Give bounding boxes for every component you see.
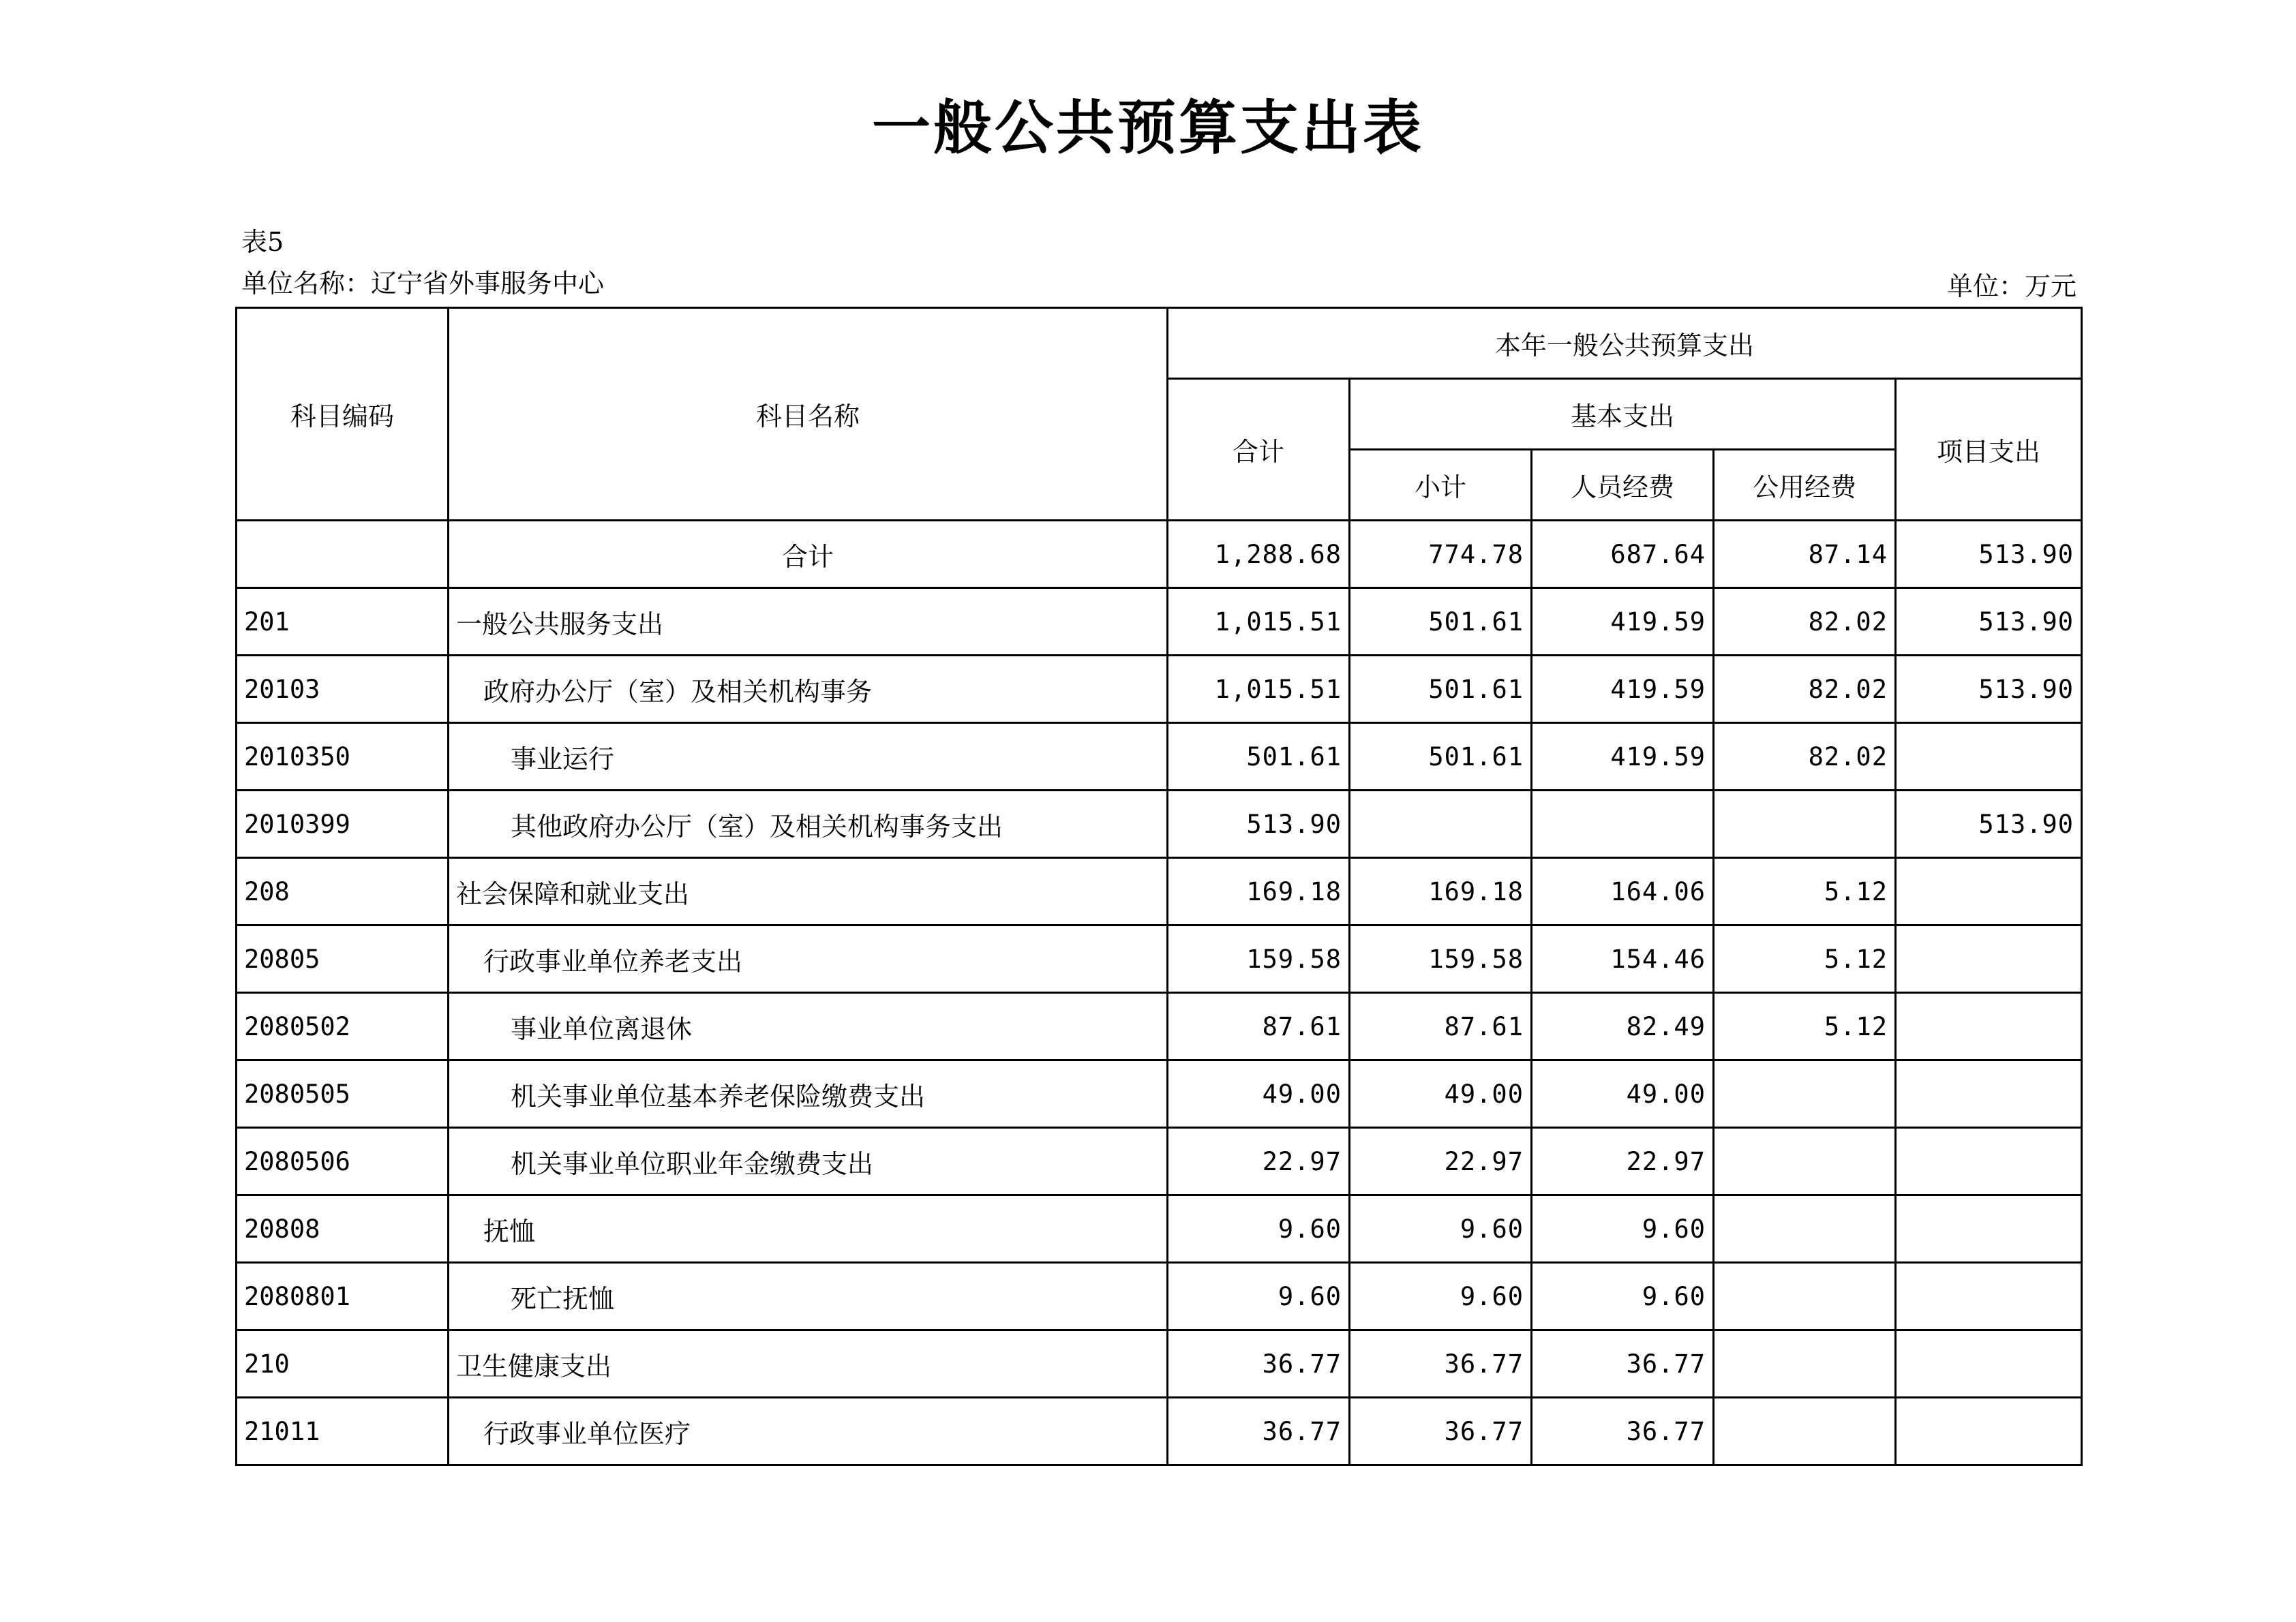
- organization-name: 单位名称：辽宁省外事服务中心: [241, 269, 605, 299]
- cell-total: 1,288.68: [1168, 521, 1350, 588]
- cell-project: [1896, 1128, 2082, 1195]
- cell-project: 513.90: [1896, 521, 2082, 588]
- cell-public: [1714, 1195, 1896, 1263]
- cell-name: 合计: [449, 521, 1168, 588]
- cell-project: [1896, 925, 2082, 993]
- cell-name: 一般公共服务支出: [449, 588, 1168, 656]
- cell-subtotal: 9.60: [1350, 1263, 1532, 1330]
- cell-name: 行政事业单位养老支出: [449, 925, 1168, 993]
- cell-code: 2010399: [237, 791, 449, 858]
- cell-project: [1896, 1195, 2082, 1263]
- cell-personnel: [1532, 791, 1714, 858]
- cell-project: [1896, 993, 2082, 1060]
- cell-public: [1714, 1330, 1896, 1398]
- cell-name: 卫生健康支出: [449, 1330, 1168, 1398]
- cell-total: 9.60: [1168, 1195, 1350, 1263]
- cell-total: 36.77: [1168, 1398, 1350, 1465]
- header-group: 本年一般公共预算支出: [1168, 308, 2082, 379]
- page-title: 一般公共预算支出表: [872, 94, 1424, 162]
- table-row: [237, 588, 2082, 656]
- cell-public: 82.02: [1714, 588, 1896, 656]
- cell-personnel: 154.46: [1532, 925, 1714, 993]
- cell-code: 21011: [237, 1398, 449, 1465]
- table-row: [237, 925, 2082, 993]
- cell-name: 其他政府办公厅（室）及相关机构事务支出: [449, 791, 1168, 858]
- cell-total: 87.61: [1168, 993, 1350, 1060]
- table-number: 表5: [241, 227, 284, 257]
- cell-personnel: 22.97: [1532, 1128, 1714, 1195]
- cell-name: 事业单位离退休: [449, 993, 1168, 1060]
- cell-project: [1896, 1060, 2082, 1128]
- cell-subtotal: 36.77: [1350, 1398, 1532, 1465]
- cell-code: [237, 521, 449, 588]
- cell-subtotal: 87.61: [1350, 993, 1532, 1060]
- header-basic: 基本支出: [1350, 379, 1896, 450]
- cell-public: 82.02: [1714, 723, 1896, 791]
- cell-code: 201: [237, 588, 449, 656]
- cell-code: 2010350: [237, 723, 449, 791]
- cell-subtotal: 159.58: [1350, 925, 1532, 993]
- cell-name: 死亡抚恤: [449, 1263, 1168, 1330]
- cell-subtotal: 49.00: [1350, 1060, 1532, 1128]
- cell-public: 5.12: [1714, 858, 1896, 925]
- table-row: [237, 1330, 2082, 1398]
- cell-personnel: 9.60: [1532, 1195, 1714, 1263]
- cell-total: 22.97: [1168, 1128, 1350, 1195]
- cell-total: 9.60: [1168, 1263, 1350, 1330]
- cell-public: 87.14: [1714, 521, 1896, 588]
- header-personnel: 人员经费: [1532, 450, 1714, 521]
- cell-code: 210: [237, 1330, 449, 1398]
- cell-subtotal: 501.61: [1350, 588, 1532, 656]
- cell-code: 2080502: [237, 993, 449, 1060]
- cell-code: 2080506: [237, 1128, 449, 1195]
- cell-code: 20103: [237, 656, 449, 723]
- cell-personnel: 419.59: [1532, 723, 1714, 791]
- table-row-total: [237, 521, 2082, 588]
- header-project: 项目支出: [1896, 379, 2082, 521]
- cell-project: [1896, 723, 2082, 791]
- cell-subtotal: 501.61: [1350, 723, 1532, 791]
- table-row: [237, 1060, 2082, 1128]
- cell-total: 1,015.51: [1168, 588, 1350, 656]
- cell-total: 49.00: [1168, 1060, 1350, 1128]
- cell-total: 159.58: [1168, 925, 1350, 993]
- cell-code: 2080505: [237, 1060, 449, 1128]
- cell-name: 社会保障和就业支出: [449, 858, 1168, 925]
- cell-subtotal: 501.61: [1350, 656, 1532, 723]
- cell-name: 机关事业单位基本养老保险缴费支出: [449, 1060, 1168, 1128]
- cell-personnel: 36.77: [1532, 1330, 1714, 1398]
- cell-personnel: 49.00: [1532, 1060, 1714, 1128]
- cell-personnel: 687.64: [1532, 521, 1714, 588]
- cell-project: [1896, 858, 2082, 925]
- cell-subtotal: 169.18: [1350, 858, 1532, 925]
- cell-code: 20808: [237, 1195, 449, 1263]
- cell-subtotal: 36.77: [1350, 1330, 1532, 1398]
- cell-total: 513.90: [1168, 791, 1350, 858]
- cell-project: 513.90: [1896, 656, 2082, 723]
- unit-label: 单位：万元: [1946, 271, 2076, 301]
- cell-project: 513.90: [1896, 791, 2082, 858]
- cell-public: [1714, 1060, 1896, 1128]
- cell-public: [1714, 791, 1896, 858]
- cell-total: 169.18: [1168, 858, 1350, 925]
- cell-subtotal: [1350, 791, 1532, 858]
- header-subtotal: 小计: [1350, 450, 1532, 521]
- cell-subtotal: 9.60: [1350, 1195, 1532, 1263]
- cell-public: 5.12: [1714, 925, 1896, 993]
- cell-code: 208: [237, 858, 449, 925]
- cell-project: [1896, 1330, 2082, 1398]
- table-row: [237, 723, 2082, 791]
- cell-subtotal: 22.97: [1350, 1128, 1532, 1195]
- cell-code: 2080801: [237, 1263, 449, 1330]
- cell-subtotal: 774.78: [1350, 521, 1532, 588]
- cell-personnel: 9.60: [1532, 1263, 1714, 1330]
- cell-personnel: 419.59: [1532, 588, 1714, 656]
- header-code: 科目编码: [237, 308, 449, 521]
- table-row: [237, 1263, 2082, 1330]
- header-public: 公用经费: [1714, 450, 1896, 521]
- cell-personnel: 164.06: [1532, 858, 1714, 925]
- table-row: [237, 993, 2082, 1060]
- cell-project: [1896, 1263, 2082, 1330]
- cell-public: 5.12: [1714, 993, 1896, 1060]
- header-total: 合计: [1168, 379, 1350, 521]
- cell-name: 政府办公厅（室）及相关机构事务: [449, 656, 1168, 723]
- cell-public: 82.02: [1714, 656, 1896, 723]
- cell-total: 1,015.51: [1168, 656, 1350, 723]
- cell-personnel: 36.77: [1532, 1398, 1714, 1465]
- cell-name: 事业运行: [449, 723, 1168, 791]
- cell-public: [1714, 1398, 1896, 1465]
- cell-personnel: 419.59: [1532, 656, 1714, 723]
- cell-code: 20805: [237, 925, 449, 993]
- cell-public: [1714, 1128, 1896, 1195]
- cell-public: [1714, 1263, 1896, 1330]
- table-row: [237, 656, 2082, 723]
- table-row: [237, 1128, 2082, 1195]
- cell-project: 513.90: [1896, 588, 2082, 656]
- budget-expenditure-table: [235, 307, 2083, 1466]
- cell-total: 501.61: [1168, 723, 1350, 791]
- cell-total: 36.77: [1168, 1330, 1350, 1398]
- cell-personnel: 82.49: [1532, 993, 1714, 1060]
- cell-name: 机关事业单位职业年金缴费支出: [449, 1128, 1168, 1195]
- table-row: [237, 791, 2082, 858]
- header-name: 科目名称: [449, 308, 1168, 521]
- table-row: [237, 1398, 2082, 1465]
- table-row: [237, 858, 2082, 925]
- cell-project: [1896, 1398, 2082, 1465]
- table-row: [237, 1195, 2082, 1263]
- cell-name: 抚恤: [449, 1195, 1168, 1263]
- cell-name: 行政事业单位医疗: [449, 1398, 1168, 1465]
